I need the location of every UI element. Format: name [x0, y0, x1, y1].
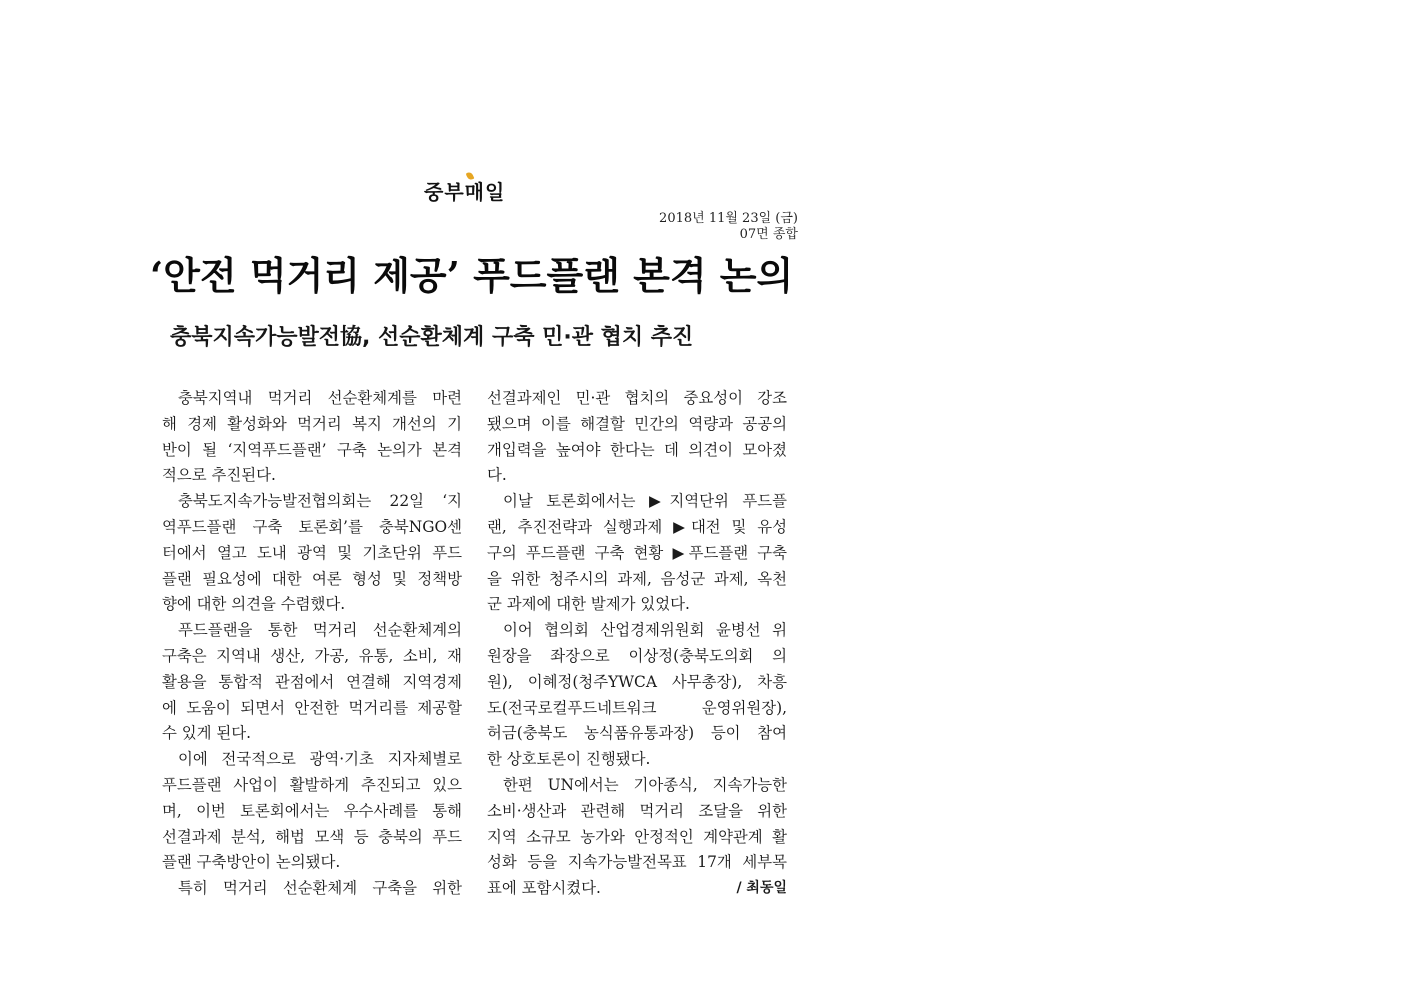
article-line: 며, 이번 토론회에서는 우수사례를 통해 [162, 801, 462, 820]
page-section: 07면 종합 [739, 227, 798, 242]
article-line: 성화 등을 지속가능발전목표 17개 세부목 [487, 853, 787, 872]
article-line: 에 도움이 되면서 안전한 먹거리를 제공할 [162, 698, 462, 717]
article-line: 푸드플랜 사업이 활발하게 추진되고 있으 [162, 775, 462, 794]
article-line: 구의 푸드플랜 구축 현황 ▶푸드플랜 구축 [487, 543, 787, 562]
article-line: 터에서 열고 도내 광역 및 기초단위 푸드 [162, 543, 462, 562]
article-line: 활용을 통합적 관점에서 연결해 지역경제 [162, 672, 462, 691]
reporter-byline: / 최동일 [736, 880, 787, 897]
newspaper-masthead [424, 172, 534, 206]
article-line: 원), 이혜정(청주YWCA 사무총장), 차흥 [487, 672, 787, 691]
article-line: 반이 될 ‘지역푸드플랜’ 구축 논의가 본격 [162, 440, 462, 459]
article-line: 한 상호토론이 진행됐다. [487, 750, 651, 769]
article-line: 구축은 지역내 생산, 가공, 유통, 소비, 재 [162, 646, 462, 665]
article-line: 플랜 필요성에 대한 여론 형성 및 정책방 [162, 569, 462, 588]
article-line: 이어 협의회 산업경제위원회 윤병선 위 [503, 621, 787, 640]
article-line: 다. [487, 466, 507, 485]
article-line: 적으로 추진된다. [162, 466, 276, 485]
article-line: 해 경제 활성화와 먹거리 복지 개선의 기 [162, 414, 462, 433]
article-line: 허금(충북도 농식품유통과장) 등이 참여 [487, 724, 787, 743]
article-line: 랜, 추진전략과 실행과제 ▶대전 및 유성 [487, 517, 787, 536]
article-line: 원장을 좌장으로 이상정(충북도의회 의 [487, 646, 787, 665]
article-line: 역푸드플랜 구축 토론회’를 충북NGO센 [162, 517, 462, 536]
article-final-line [487, 876, 787, 902]
article-subheadline: 충북지속가능발전協, 선순환체계 구축 민·관 협치 추진 [170, 325, 694, 350]
article-line: 을 위한 청주시의 과제, 음성군 과제, 옥천 [487, 569, 787, 588]
article-line: 표에 포함시켰다. [487, 879, 601, 898]
publication-date: 2018년 11월 23일 (금) [659, 211, 798, 226]
article-line: 특히 먹거리 선순환체계 구축을 위한 [178, 879, 462, 898]
dateline [600, 211, 798, 243]
article-line: 지역 소규모 농가와 안정적인 계약관계 활 [487, 827, 787, 846]
masthead-name: 중부매일 [424, 180, 506, 204]
article-column-right [487, 386, 787, 902]
article-line: 군 과제에 대한 발제가 있었다. [487, 595, 690, 614]
article-line: 플랜 구축방안이 논의됐다. [162, 853, 341, 872]
article-line: 소비·생산과 관련해 먹거리 조달을 위한 [487, 801, 787, 820]
article-line: 향에 대한 의견을 수렴했다. [162, 595, 346, 614]
article-column-left [162, 386, 462, 902]
article-line: 선결과제인 민·관 협치의 중요성이 강조 [487, 389, 787, 407]
article-line: 한편 UN에서는 기아종식, 지속가능한 [503, 775, 787, 794]
article-line: 푸드플랜을 통한 먹거리 선순환체계의 [178, 621, 462, 640]
article-line: 개입력을 높여야 한다는 데 의견이 모아졌 [487, 440, 787, 459]
article-line: 수 있게 된다. [162, 724, 252, 743]
article-line: 선결과제 분석, 해법 모색 등 충북의 푸드 [162, 827, 462, 846]
article-line: 이에 전국적으로 광역·기초 지자체별로 [178, 750, 462, 769]
article-headline: ‘안전 먹거리 제공’ 푸드플랜 본격 논의 [150, 253, 794, 298]
article-line: 충북도지속가능발전협의회는 22일 ‘지 [178, 492, 462, 511]
article-line: 도(전국로컬푸드네트워크 운영위원장), [487, 698, 787, 717]
article-line: 이날 토론회에서는 ▶지역단위 푸드플 [503, 492, 787, 511]
article-line: 됐으며 이를 해결할 민간의 역량과 공공의 [487, 414, 787, 433]
article-line: 충북지역내 먹거리 선순환체계를 마련 [178, 389, 462, 407]
